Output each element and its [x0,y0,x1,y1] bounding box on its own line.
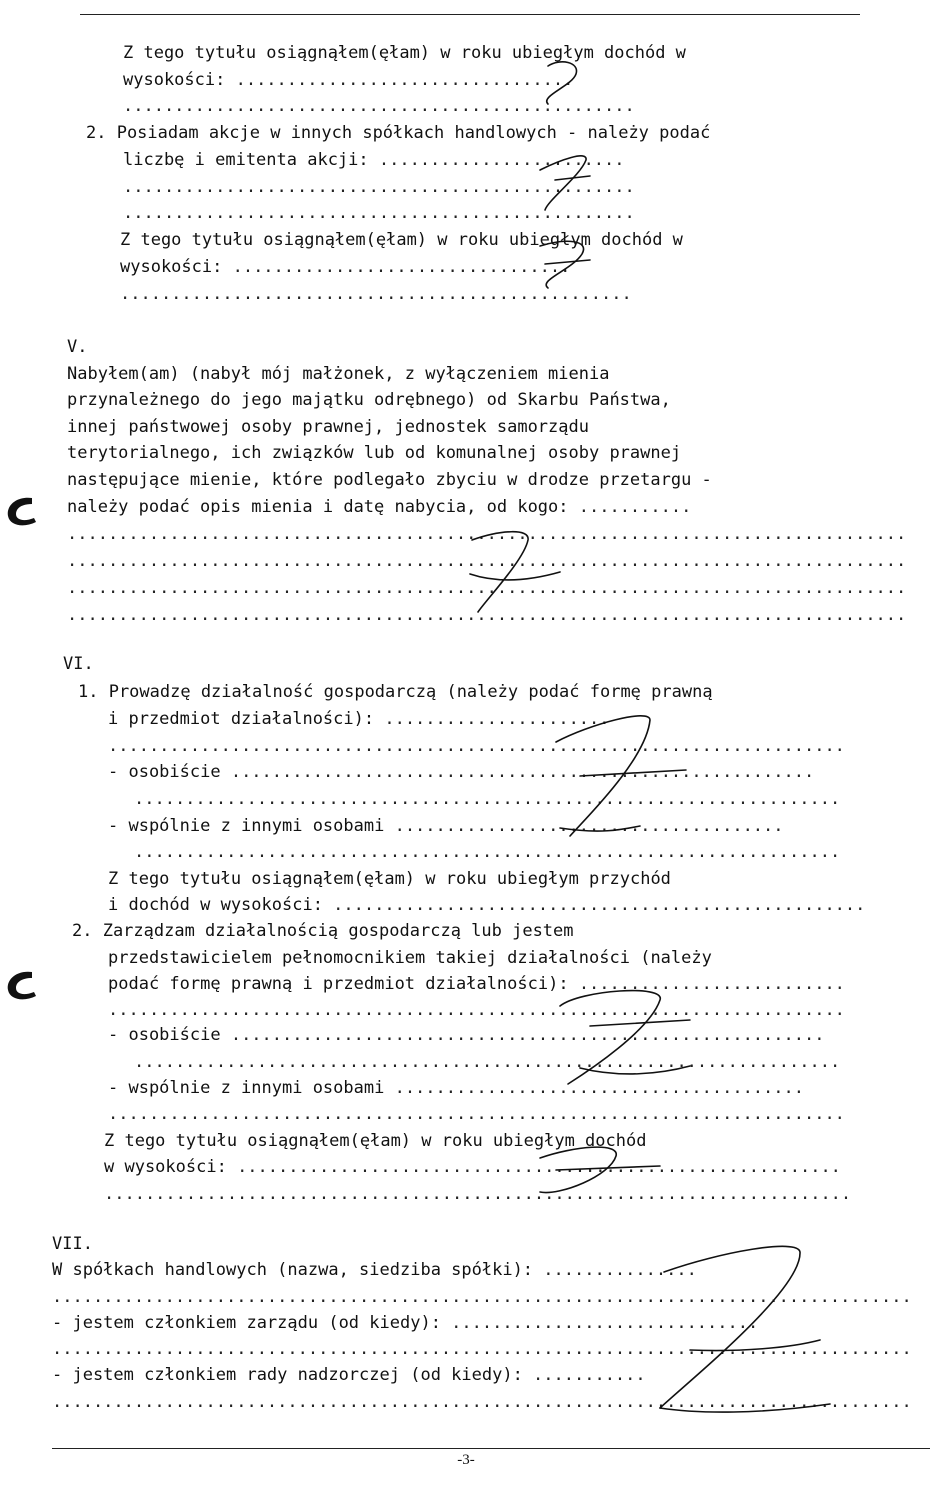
iv-item2-income-line-2: wysokości: ................................. [120,257,571,277]
page-number: -3- [457,1452,475,1468]
vi-item2-line-2: przedstawicielem pełnomocnikiem takiej działalności (należy [108,948,712,968]
section-v-line-1: Nabyłem(am) (nabył mój małżonek, z wyłączeniem mienia [67,364,610,384]
dotted-line: .................................................................................. [67,551,907,571]
section-v-line-6: należy podać opis mienia i datę nabycia, od kogo: ........... [67,497,692,517]
punch-hole-mark [2,492,42,532]
dotted-line: .................................................. [123,203,635,223]
dotted-line: ........................................................................ [108,736,845,756]
section-vii-heading: VII. [52,1234,93,1254]
dotted-line: .................................................................................. [67,578,907,598]
bottom-rule [52,1448,930,1449]
fill-dots: ................................. [235,70,574,90]
dotted-line: .................................................................................. [67,605,907,625]
section-v-line-3: innej państwowej osoby prawnej, jednostek samorządu [67,417,589,437]
vi-item2-personal: - osobiście .......................................................... [108,1025,825,1045]
dotted-line: ..................................................................... [134,842,841,862]
iv-income-line-1: Z tego tytułu osiągnąłem(ęłam) w roku ubiegłym dochód w [123,43,686,63]
dotted-line: ........................................................................ [108,1000,845,1020]
vi-item2-line-1: 2. Zarządzam działalnością gospodarczą lub jestem [72,921,574,941]
vi-item2-income-line-2: w wysokości: ........................................................... [104,1157,841,1177]
vi-item1-income-line-2: i dochód w wysokości: .................................................... [108,895,866,915]
punch-hole-mark [2,966,42,1006]
vii-line-1: W spółkach handlowych (nazwa, siedziba spółki): ............... [52,1260,697,1280]
dotted-line: .................................................................................... [52,1287,912,1307]
iv-income-line-2: wysokości: ................................. [123,70,574,90]
vi-item1-personal: - osobiście ......................................................... [108,762,815,782]
dotted-line: .................................................. [123,177,635,197]
vi-item2-line-3: podać formę prawną i przedmiot działalności): .......................... [108,974,845,994]
vii-line-2: - jestem członkiem zarządu (od kiedy): .............................. [52,1313,759,1333]
vi-item1-income-line-1: Z tego tytułu osiągnąłem(ęłam) w roku ubiegłym przychód [108,869,671,889]
iv-item2-line-2: liczbę i emitenta akcji: ........................ [123,150,625,170]
vii-line-3: - jestem członkiem rady nadzorczej (od kiedy): ........... [52,1365,646,1385]
dotted-line: ......................................................................... [104,1184,852,1204]
dotted-line: .................................................................................... [52,1339,912,1359]
vi-item2-joint: - wspólnie z innymi osobami ........................................ [108,1078,804,1098]
dotted-line: .................................................................................... [52,1392,912,1412]
section-vi-heading: VI. [63,654,94,674]
section-v-line-4: terytorialnego, ich związków lub od komunalnej osoby prawnej [67,443,682,463]
dotted-line: .................................................. [123,96,635,116]
section-v-heading: V. [67,337,88,357]
iv-item2-income-line-1: Z tego tytułu osiągnąłem(ęłam) w roku ubiegłym dochód w [120,230,683,250]
dotted-line: .................................................................................. [67,524,907,544]
vi-item1-line-1: 1. Prowadzę działalność gospodarczą (należy podać formę prawną [78,682,713,702]
vi-item1-joint: - wspólnie z innymi osobami ...................................... [108,816,784,836]
top-rule [80,14,860,15]
dotted-line: ........................................................................ [108,1104,845,1124]
vi-item1-line-2: i przedmiot działalności): ...................... [108,709,610,729]
section-v-line-2: przynależnego do jego majątku odrębnego) od Skarbu Państwa, [67,390,671,410]
iv-item2-line-1: 2. Posiadam akcje w innych spółkach handlowych - należy podać [86,123,711,143]
section-v-line-5: następujące mienie, które podlegało zbyciu w drodze przetargu - [67,470,712,490]
dotted-line: .................................................. [120,284,632,304]
dotted-line: ..................................................................... [134,789,841,809]
vi-item2-income-line-1: Z tego tytułu osiągnąłem(ęłam) w roku ubiegłym dochód [104,1131,647,1151]
dotted-line: ..................................................................... [134,1052,841,1072]
